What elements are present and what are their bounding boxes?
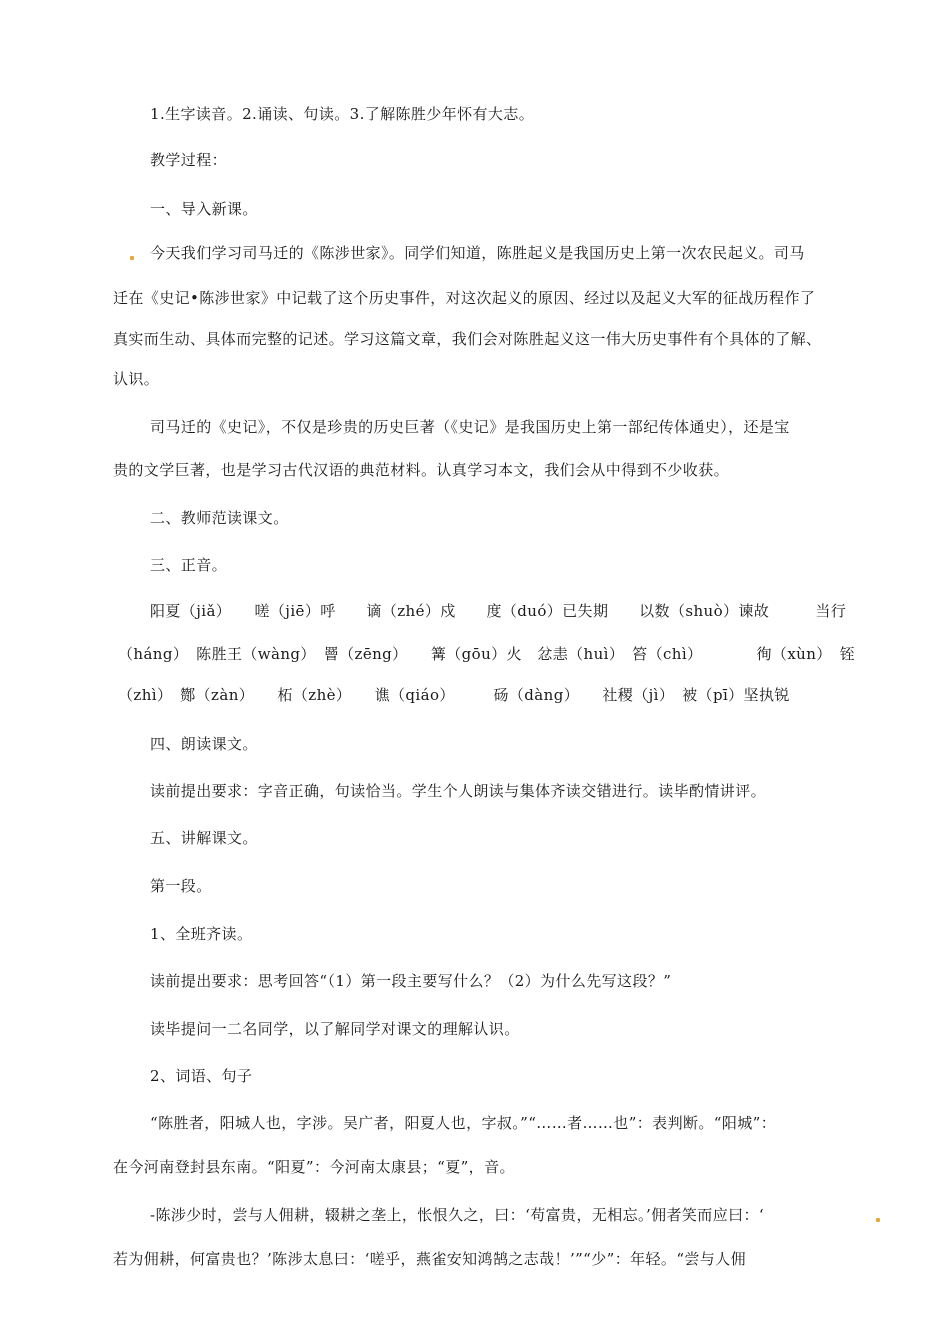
text-line: 读前提出要求：思考回答“（1）第一段主要写什么？（2）为什么先写这段？”: [150, 972, 672, 990]
text-line: 读前提出要求：字音正确，句读恰当。学生个人朗读与集体齐读交错进行。读毕酌情讲评。: [150, 782, 767, 800]
text-line: 读毕提问一二名同学，以了解同学对课文的理解认识。: [150, 1020, 520, 1038]
text-line: 在今河南登封县东南。“阳夏”：今河南太康县；“夏”，音。: [113, 1158, 515, 1176]
text-line: 今天我们学习司马迁的《陈涉世家》。同学们知道，陈胜起义是我国历史上第一次农民起义。司马: [150, 244, 805, 262]
text-line: （zhì） 酂（zàn） 柘（zhè） 谯（qiáo） 砀（dàng） 社稷（jì） 被（pī）坚执锐: [118, 686, 790, 704]
text-line: 贵的文学巨著，也是学习古代汉语的典范材料。认真学习本文，我们会从中得到不少收获。: [113, 461, 730, 479]
text-line: 1、全班齐读。: [150, 925, 253, 943]
text-line: 1.生字读音。2.诵读、句读。3.了解陈胜少年怀有大志。: [150, 105, 535, 123]
text-line: “陈胜者，阳城人也，字涉。吴广者，阳夏人也，字叔。”“……者……也”：表判断。“阳城”：: [150, 1114, 777, 1132]
text-line: 教学过程：: [150, 151, 228, 169]
bullet-mark: [130, 256, 134, 260]
text-line: 迁在《史记•陈涉世家》中记载了这个历史事件，对这次起义的原因、经过以及起义大军的征战历程作了: [113, 289, 816, 307]
text-line: 二、教师范读课文。: [150, 509, 289, 527]
text-line: 第一段。: [150, 877, 212, 895]
text-line: 一、导入新课。: [150, 200, 258, 218]
text-line: 五、讲解课文。: [150, 829, 258, 847]
text-line: -陈涉少时，尝与人佣耕，辍耕之垄上，怅恨久之，曰：‘苟富贵，无相忘。’佣者笑而应曰：‘: [150, 1206, 765, 1224]
text-line: 司马迁的《史记》，不仅是珍贵的历史巨著（《史记》是我国历史上第一部纪传体通史），还是宝: [150, 418, 790, 436]
text-line: 真实而生动、具体而完整的记述。学习这篇文章，我们会对陈胜起义这一伟大历史事件有个具体的了解、: [113, 330, 822, 348]
text-line: 认识。: [113, 370, 160, 388]
text-line: 若为佣耕，何富贵也？’陈涉太息曰：‘嗟乎，燕雀安知鸿鹄之志哉！’”“少”：年轻。“尝与人佣: [113, 1250, 746, 1268]
text-line: 2、词语、句子: [150, 1067, 253, 1085]
text-line: 阳夏（jiǎ） 嗟（jiē）呼 谪（zhé）戍 度（duó）已失期 以数（shuò）谏故 当行: [150, 602, 847, 620]
text-line: 四、朗读课文。: [150, 735, 258, 753]
text-line: （háng） 陈胜王（wàng） 罾（zēng） 篝（gōu）火 忿恚（huì） 笞（chì） 徇（xùn） 铚: [118, 645, 856, 663]
text-line: 三、正音。: [150, 556, 228, 574]
bullet-mark: [876, 1218, 880, 1222]
